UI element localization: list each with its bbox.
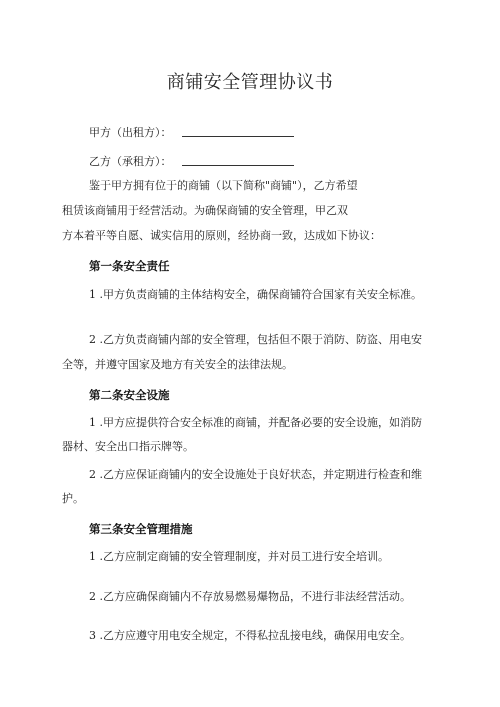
clause-line: 3 .乙方应遵守用电安全规定，不得私拉乱接电线，确保用电安全。 — [89, 629, 411, 642]
section-heading: 第一条安全责任 — [89, 259, 170, 273]
clause-line: 1 .乙方应制定商铺的安全管理制度，并对员工进行安全培训。 — [89, 550, 389, 563]
clause-line: 2 .乙方应确保商铺内不存放易燃易爆物品，不进行非法经营活动。 — [89, 590, 411, 603]
clause-line: 2 .乙方应保证商铺内的安全设施处于良好状态，并定期进行检查和维 — [89, 468, 422, 481]
party-a-blank-line — [182, 126, 294, 137]
preamble-line: 鉴于甲方拥有位于的商铺（以下简称"商铺"），乙方希望 — [89, 179, 358, 192]
preamble-line: 方本着平等自愿、诚实信用的原则，经协商一致，达成如下协议： — [62, 229, 381, 242]
party-a-row — [89, 124, 172, 140]
clause-line: 1 .甲方负责商铺的主体结构安全，确保商铺符合国家有关安全标准。 — [89, 288, 422, 301]
clause-line: 2 .乙方负责商铺内部的安全管理，包括但不限于消防、防盗、用电安 — [89, 333, 422, 346]
section-heading: 第二条安全设施 — [89, 388, 170, 402]
clause-line: 护。 — [62, 492, 84, 505]
section-heading: 第三条安全管理措施 — [89, 522, 193, 536]
clause-line: 1 .甲方应提供符合安全标准的商铺，并配备必要的安全设施，如消防 — [89, 416, 422, 429]
party-b-blank-line — [182, 155, 294, 166]
party-a-label: 甲方（出租方）： — [89, 126, 172, 139]
document-title: 商铺安全管理协议书 — [166, 72, 334, 93]
party-b-row — [89, 153, 172, 169]
preamble-line: 租赁该商铺用于经营活动。为确保商铺的安全管理，甲乙双 — [62, 204, 348, 217]
clause-line: 器材、安全出口指示牌等。 — [62, 440, 194, 453]
party-b-label: 乙方（承租方）： — [89, 155, 172, 168]
clause-line: 全等，并遵守国家及地方有关安全的法律法规。 — [62, 358, 293, 371]
